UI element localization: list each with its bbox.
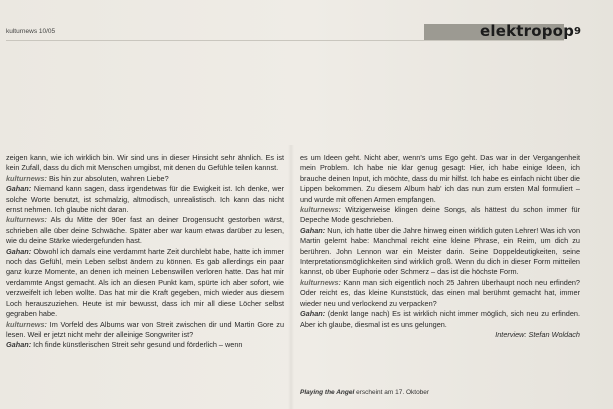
speaker-label: Gahan: <box>6 246 32 256</box>
paragraph-text: Nun, ich hatte über die Jahre hinweg einen wirklich guten Lehrer! Was ich von Martin gelernt habe: Manchmal reicht eine kleine Phrase, ein Reim, um dich zu berühren. John Lennon war ein Meister darin. Seine Doppeldeutigkeiten, seine Interpretationsmöglichkeiten sind wirklich groß. Wenn du dich in dieser Form mitteilen kannst, ob über Euphorie oder Schmerz – das ist die höchste Form. <box>300 225 580 277</box>
interview-credit: Interview: Stefan Woldach <box>495 329 580 339</box>
interview-paragraph <box>6 153 284 174</box>
release-note <box>300 389 429 396</box>
speaker-label: Gahan: <box>300 225 326 235</box>
interview-paragraph <box>6 215 284 246</box>
speaker-label: Gahan: <box>300 309 326 319</box>
paragraph-text: Bis hin zur absoluten, wahren Liebe? <box>46 173 169 183</box>
paragraph-text: Obwohl ich damals eine verdammt harte Zeit durchlebt habe, hatte ich immer noch das Gefühl, mein Leben selbst ändern zu können. Es gab allerdings ein paar ganz kurze Momente, an denen ich meinen Lebenswillen verloren hatte. Das hat mir verdammte Angst gemacht. Als ich an diesen Punkt kam, spürte ich aber sofort, wie verzweifelt ich leben wollte. Das hat mir die Kraft gegeben, mich wieder aus diesem Loch herauszuziehen. Heute ist mir bewusst, dass ich mir all diese Löcher selbst gegraben habe. <box>6 246 284 319</box>
paragraph-text: Ich finde künstlerischen Streit sehr gesund und förderlich – wenn <box>31 340 243 350</box>
speaker-label: kulturnews: <box>300 205 341 215</box>
paragraph-text: es um Ideen geht. Nicht aber, wenn's ums Ego geht. Das war in der Vergangenheit mein Problem. Ich habe nie klar genug gesagt: Hier, ich habe einige Ideen, ich brauche deinen Input, ich möchte, dass du mir hilfst. Ich habe es einfach nicht über die Lippen bekommen. Zu diesem Album hab' ich das nun zum ersten Mal formuliert – und wurde mit offenen Armen empfangen. <box>300 153 580 204</box>
magazine-issue: kulturnews 10/05 <box>6 28 56 35</box>
speaker-label: kulturnews: <box>6 173 47 183</box>
interview-paragraph <box>300 278 580 309</box>
header-rule <box>6 40 564 41</box>
paragraph-text: Im Vorfeld des Albums war von Streit zwischen dir und Martin Gore zu lesen. Weil er jetzt nicht mehr der alleinige Songwriter ist? <box>6 319 284 339</box>
page-fold <box>288 145 294 409</box>
speaker-label: kulturnews: <box>6 319 47 329</box>
interview-paragraph <box>300 205 580 226</box>
speaker-label: Gahan: <box>6 340 32 350</box>
paragraph-text: Witzigerweise klingen deine Songs, als hättest du schon immer für Depeche Mode geschrieben. <box>300 205 580 225</box>
album-title: Playing the Angel <box>300 389 355 396</box>
interview-paragraph <box>300 309 580 330</box>
interview-paragraph <box>6 320 284 341</box>
interview-paragraph <box>300 226 580 278</box>
speaker-label: kulturnews: <box>300 277 341 287</box>
release-date: erscheint am 17. Oktober <box>354 389 430 396</box>
interview-paragraph <box>6 247 284 320</box>
left-column <box>6 153 284 351</box>
speaker-label: kulturnews: <box>6 215 47 225</box>
right-column <box>300 153 580 340</box>
paragraph-text: Als du Mitte der 90er fast an deiner Drogensucht gestorben wärst, schrieben alle über deine Schwäche. Später aber war kaum etwas darüber zu lesen, wie du deine Stärke wiedergefunden hast. <box>6 215 284 246</box>
section-title: elektropop <box>480 22 575 40</box>
paragraph-text: (denkt lange nach) Es ist wirklich nicht immer möglich, sich neu zu erfinden. Aber ich glaube, diesmal ist es uns gelungen. <box>300 309 580 329</box>
interview-paragraph <box>6 340 284 350</box>
paragraph-text: zeigen kann, wie ich wirklich bin. Wir sind uns in dieser Hinsicht sehr ähnlich. Es ist kein Zufall, dass du dich mit Menschen umgibst, mit denen du Gefühle teilen kannst. <box>6 153 284 173</box>
paragraph-text: Niemand kann sagen, dass irgendetwas für die Ewigkeit ist. Ich denke, wer solche Worte benutzt, ist schmalzig, altmodisch, unrealistisch. Ich kann das nicht ernst nehmen. Ich glaube nicht daran. <box>6 184 284 215</box>
page-number: 9 <box>574 26 581 37</box>
paragraph-text: Kann man sich eigentlich noch 25 Jahren überhaupt noch neu erfinden? Oder reicht es, das kleine Kunststück, das einen mal berühmt gemacht hat, immer wieder neu und verlockend zu verpacken? <box>300 277 580 308</box>
speaker-label: Gahan: <box>6 184 32 194</box>
interview-paragraph <box>300 153 580 205</box>
interview-paragraph <box>6 174 284 184</box>
interview-paragraph <box>6 184 284 215</box>
